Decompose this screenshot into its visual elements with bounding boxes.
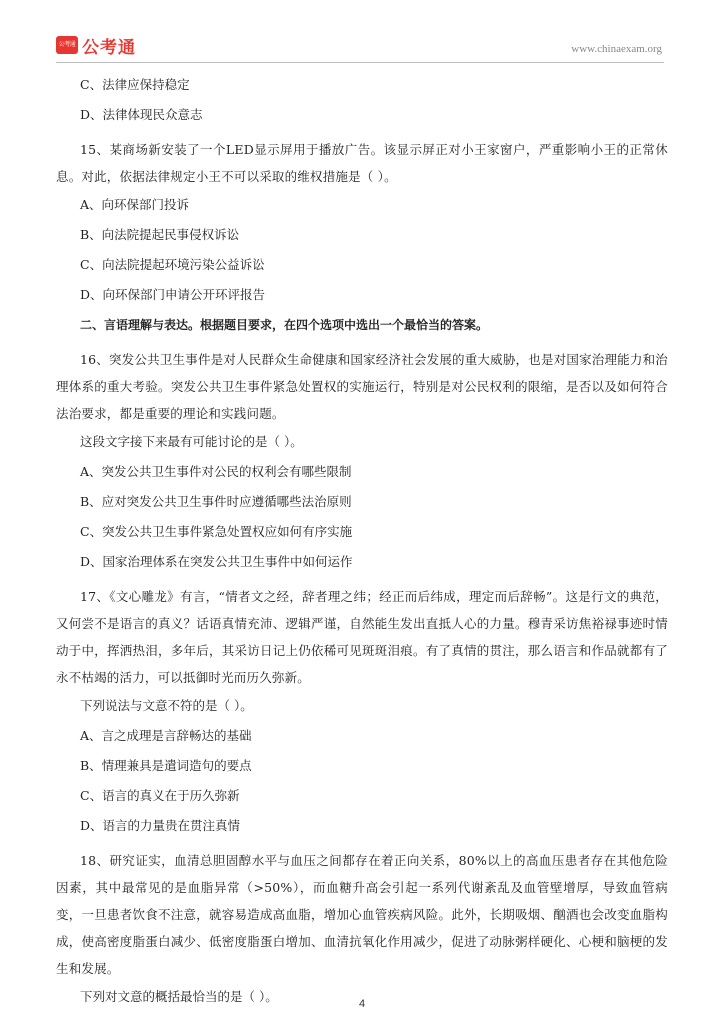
site-url-link[interactable]: www.chinaexam.org [571, 43, 662, 55]
brand-logo[interactable] [56, 34, 136, 56]
page-number: 4 [358, 998, 366, 1010]
q14-option-d: D、法律体现民众意志 [80, 107, 203, 122]
page-header [56, 34, 664, 60]
q16-option-b: B、应对突发公共卫生事件时应遵循哪些法治原则 [80, 494, 352, 509]
q16-option-a: A、突发公共卫生事件对公民的权利会有哪些限制 [80, 464, 352, 479]
q17-question: 下列说法与文意不符的是（ ）。 [80, 698, 253, 713]
q18-question: 下列对文意的概括最恰当的是（ ）。 [80, 989, 278, 1004]
header-divider [56, 62, 664, 63]
q17-option-d: D、语言的力量贵在贯注真情 [80, 818, 241, 833]
q15-option-d: D、向环保部门申请公开环评报告 [80, 287, 266, 302]
q15-option-c: C、向法院提起环境污染公益诉讼 [80, 257, 265, 272]
q15-option-a: A、向环保部门投诉 [80, 197, 190, 212]
q16-option-c: C、突发公共卫生事件紧急处置权应如何有序实施 [80, 524, 353, 539]
q16-stem: 16、突发公共卫生事件是对人民群众生命健康和国家经济社会发展的重大威胁，也是对国家治理能力和治理体系的重大考验。突发公共卫生事件紧急处置权的实施运行，特别是对公民权利的限缩，是否以及如何符合法治要求，都是重要的理论和实践问题。 [56, 352, 668, 421]
q17-option-c: C、语言的真义在于历久弥新 [80, 788, 240, 803]
q14-option-c: C、法律应保持稳定 [80, 77, 190, 92]
q17-option-a: A、言之成理是言辞畅达的基础 [80, 728, 252, 743]
q15-stem: 15、某商场新安装了一个LED显示屏用于播放广告。该显示屏正对小王家窗户，严重影响小王的正常休息。对此，依据法律规定小王不可以采取的维权措施是（ ）。 [56, 142, 668, 184]
q16-option-d: D、国家治理体系在突发公共卫生事件中如何运作 [80, 554, 353, 569]
section-2-heading: 二、言语理解与表达。根据题目要求，在四个选项中选出一个最恰当的答案。 [80, 318, 489, 332]
q17-stem: 17、《文心雕龙》有言，“情者文之经，辞者理之纬；经正而后纬成，理定而后辞畅”。这是行文的典范，又何尝不是语言的真义？话语真情充沛、逻辑严谨，自然能生发出直抵人心的力量。穆青采访焦裕禄事迹时情动于中，挥洒热泪，多年后，其采访日记上仍依稀可见斑斑泪痕。有了真情的贯注，那么语言和作品就都有了永不枯竭的活力，可以抵御时光而历久弥新。 [56, 589, 668, 685]
q16-question: 这段文字接下来最有可能讨论的是（ ）。 [80, 434, 303, 449]
q17-option-b: B、情理兼具是遣词造句的要点 [80, 758, 252, 773]
q18-stem: 18、研究证实，血清总胆固醇水平与血压之间都存在着正向关系，80%以上的高血压患者存在其他危险因素，其中最常见的是血脂异常（>50%），而血糖升高会引起一系列代谢紊乱及血管壁增厚，导致血管病变，一旦患者饮食不注意，就容易造成高血脂，增加心血管疾病风险。此外，长期吸烟、酗酒也会改变血脂构成，使高密度脂蛋白减少、低密度脂蛋白增加、血清抗氧化作用减少，促进了动脉粥样硬化、心梗和脑梗的发生和发展。 [56, 853, 668, 976]
q15-option-b: B、向法院提起民事侵权诉讼 [80, 227, 240, 242]
logo-badge-icon: 公考通 [56, 36, 78, 54]
logo-text: 公考通 [82, 37, 136, 58]
document-body [56, 70, 668, 1012]
